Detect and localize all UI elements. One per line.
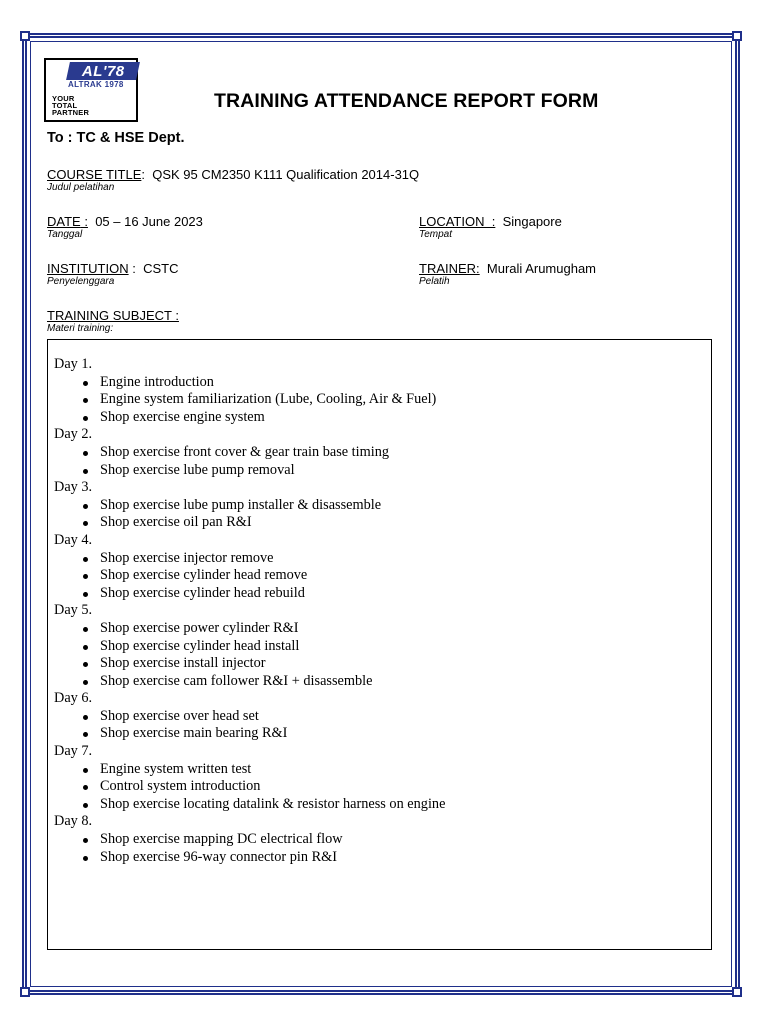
institution-sublabel: Penyelenggara <box>47 276 115 287</box>
logo-subtitle: ALTRAK 1978 <box>68 80 124 89</box>
list-item <box>54 550 711 568</box>
location-field <box>419 214 562 241</box>
list-item-text: Shop exercise 96-way connector pin R&I <box>100 848 338 865</box>
logo-mark <box>66 62 140 80</box>
list-item-text: Shop exercise locating datalink & resistor harness on engine <box>100 795 446 812</box>
form-title: TRAINING ATTENDANCE REPORT FORM <box>214 90 599 112</box>
day-heading: Day 2. <box>54 426 93 443</box>
day-heading: Day 1. <box>54 356 93 372</box>
list-item <box>54 673 711 691</box>
bullet-icon <box>83 469 88 474</box>
date-label: DATE : <box>47 214 88 229</box>
date-value: 05 – 16 June 2023 <box>95 214 203 229</box>
list-item <box>54 514 711 532</box>
list-item <box>54 620 711 638</box>
location-label: LOCATION : <box>419 214 496 229</box>
training-subject-box <box>47 339 712 950</box>
list-item <box>54 391 711 409</box>
corner-ornament-bottom-left <box>20 987 30 997</box>
course-title-sublabel: Judul pelatihan <box>47 182 115 193</box>
day-item-list <box>54 374 711 427</box>
trainer-label: TRAINER: <box>419 261 480 276</box>
bullet-icon <box>83 856 88 861</box>
list-item-text: Shop exercise engine system <box>100 408 265 425</box>
logo-tagline-line: YOUR <box>52 94 75 103</box>
date-field <box>47 214 203 241</box>
list-item-text: Shop exercise cylinder head rebuild <box>100 584 305 601</box>
logo-mark-text: AL'78 <box>81 62 125 80</box>
bullet-icon <box>83 574 88 579</box>
list-item-text: Control system introduction <box>100 778 261 795</box>
list-item-text: Shop exercise main bearing R&I <box>100 725 288 742</box>
bullet-icon <box>83 521 88 526</box>
list-item <box>54 444 711 462</box>
day-heading: Day 6. <box>54 690 93 707</box>
list-item-text: Engine system written test <box>100 760 252 777</box>
list-item <box>54 831 711 849</box>
list-item <box>54 497 711 515</box>
bullet-icon <box>83 732 88 737</box>
bullet-icon <box>83 715 88 720</box>
corner-ornament-top-right <box>732 31 742 41</box>
bullet-icon <box>83 838 88 843</box>
trainer-value: Murali Arumugham <box>486 261 597 276</box>
list-item <box>54 374 711 392</box>
day-item-list <box>54 761 711 814</box>
location-sublabel: Tempat <box>419 229 452 240</box>
logo-tagline-line: TOTAL <box>52 101 78 110</box>
list-item-text: Shop exercise cylinder head remove <box>100 567 308 584</box>
list-item-text: Shop exercise cam follower R&I + disassemble <box>100 672 373 689</box>
day-item-list <box>54 497 711 532</box>
list-item-text: Shop exercise injector remove <box>100 549 274 566</box>
list-item-text: Engine introduction <box>100 373 214 390</box>
institution-label: INSTITUTION <box>47 261 129 276</box>
list-item <box>54 761 711 779</box>
list-item <box>54 725 711 743</box>
logo-tagline <box>52 95 89 116</box>
date-sublabel: Tanggal <box>47 229 83 240</box>
day-heading: Day 7. <box>54 743 93 760</box>
list-item <box>54 796 711 814</box>
bullet-icon <box>83 416 88 421</box>
list-item-text: Shop exercise lube pump installer & disassemble <box>100 496 382 513</box>
course-title-value: QSK 95 CM2350 K111 Qualification 2014-31Q <box>152 167 420 182</box>
company-logo <box>44 58 138 122</box>
list-item-text: Shop exercise mapping DC electrical flow <box>100 831 343 848</box>
day-item-list <box>54 444 711 479</box>
list-item-text: Shop exercise power cylinder R&I <box>100 619 299 636</box>
trainer-sublabel: Pelatih <box>419 276 450 287</box>
list-item <box>54 849 711 867</box>
bullet-icon <box>83 504 88 509</box>
course-title-field: COURSE TITLE: QSK 95 CM2350 K111 Qualification 2014-31Q Judul pelatihan <box>47 167 420 193</box>
bullet-icon <box>83 557 88 562</box>
institution-value: CSTC <box>143 261 179 276</box>
bullet-icon <box>83 768 88 773</box>
bullet-icon <box>83 398 88 403</box>
list-item-text: Shop exercise cylinder head install <box>100 637 300 654</box>
logo-tagline-line: PARTNER <box>52 108 90 117</box>
list-item-text: Shop exercise over head set <box>100 707 259 724</box>
bullet-icon <box>83 785 88 790</box>
list-item <box>54 462 711 480</box>
day-heading: Day 8. <box>54 813 93 830</box>
day-item-list <box>54 550 711 603</box>
bullet-icon <box>83 803 88 808</box>
training-subject-sublabel: Materi training: <box>47 323 114 334</box>
list-item <box>54 409 711 427</box>
day-heading: Day 5. <box>54 602 93 619</box>
list-item <box>54 655 711 673</box>
list-item-text: Shop exercise oil pan R&I <box>100 514 252 531</box>
list-item-text: Shop exercise install injector <box>100 655 266 672</box>
day-item-list <box>54 620 711 690</box>
list-item <box>54 638 711 656</box>
list-item <box>54 708 711 726</box>
list-item-text: Shop exercise front cover & gear train base timing <box>100 443 390 460</box>
course-title-label: COURSE TITLE <box>47 167 142 182</box>
list-item-text: Shop exercise lube pump removal <box>100 461 295 478</box>
bullet-icon <box>83 592 88 597</box>
bullet-icon <box>83 645 88 650</box>
corner-ornament-top-left <box>20 31 30 41</box>
location-value: Singapore <box>502 214 562 229</box>
bullet-icon <box>83 627 88 632</box>
list-item <box>54 567 711 585</box>
trainer-field <box>419 261 596 288</box>
list-item <box>54 585 711 603</box>
training-subject-label: TRAINING SUBJECT : <box>47 308 179 323</box>
day-heading: Day 3. <box>54 479 93 496</box>
institution-field: INSTITUTION : CSTC Penyelenggara <box>47 261 179 287</box>
corner-ornament-bottom-right <box>732 987 742 997</box>
list-item-text: Engine system familiarization (Lube, Cooling, Air & Fuel) <box>100 391 437 408</box>
training-subject-field <box>47 308 179 335</box>
bullet-icon <box>83 381 88 386</box>
day-item-list <box>54 831 711 866</box>
bullet-icon <box>83 662 88 667</box>
list-item <box>54 778 711 796</box>
day-item-list <box>54 708 711 743</box>
recipient-line: To : TC & HSE Dept. <box>47 130 185 146</box>
bullet-icon <box>83 680 88 685</box>
day-heading: Day 4. <box>54 531 93 548</box>
bullet-icon <box>83 451 88 456</box>
